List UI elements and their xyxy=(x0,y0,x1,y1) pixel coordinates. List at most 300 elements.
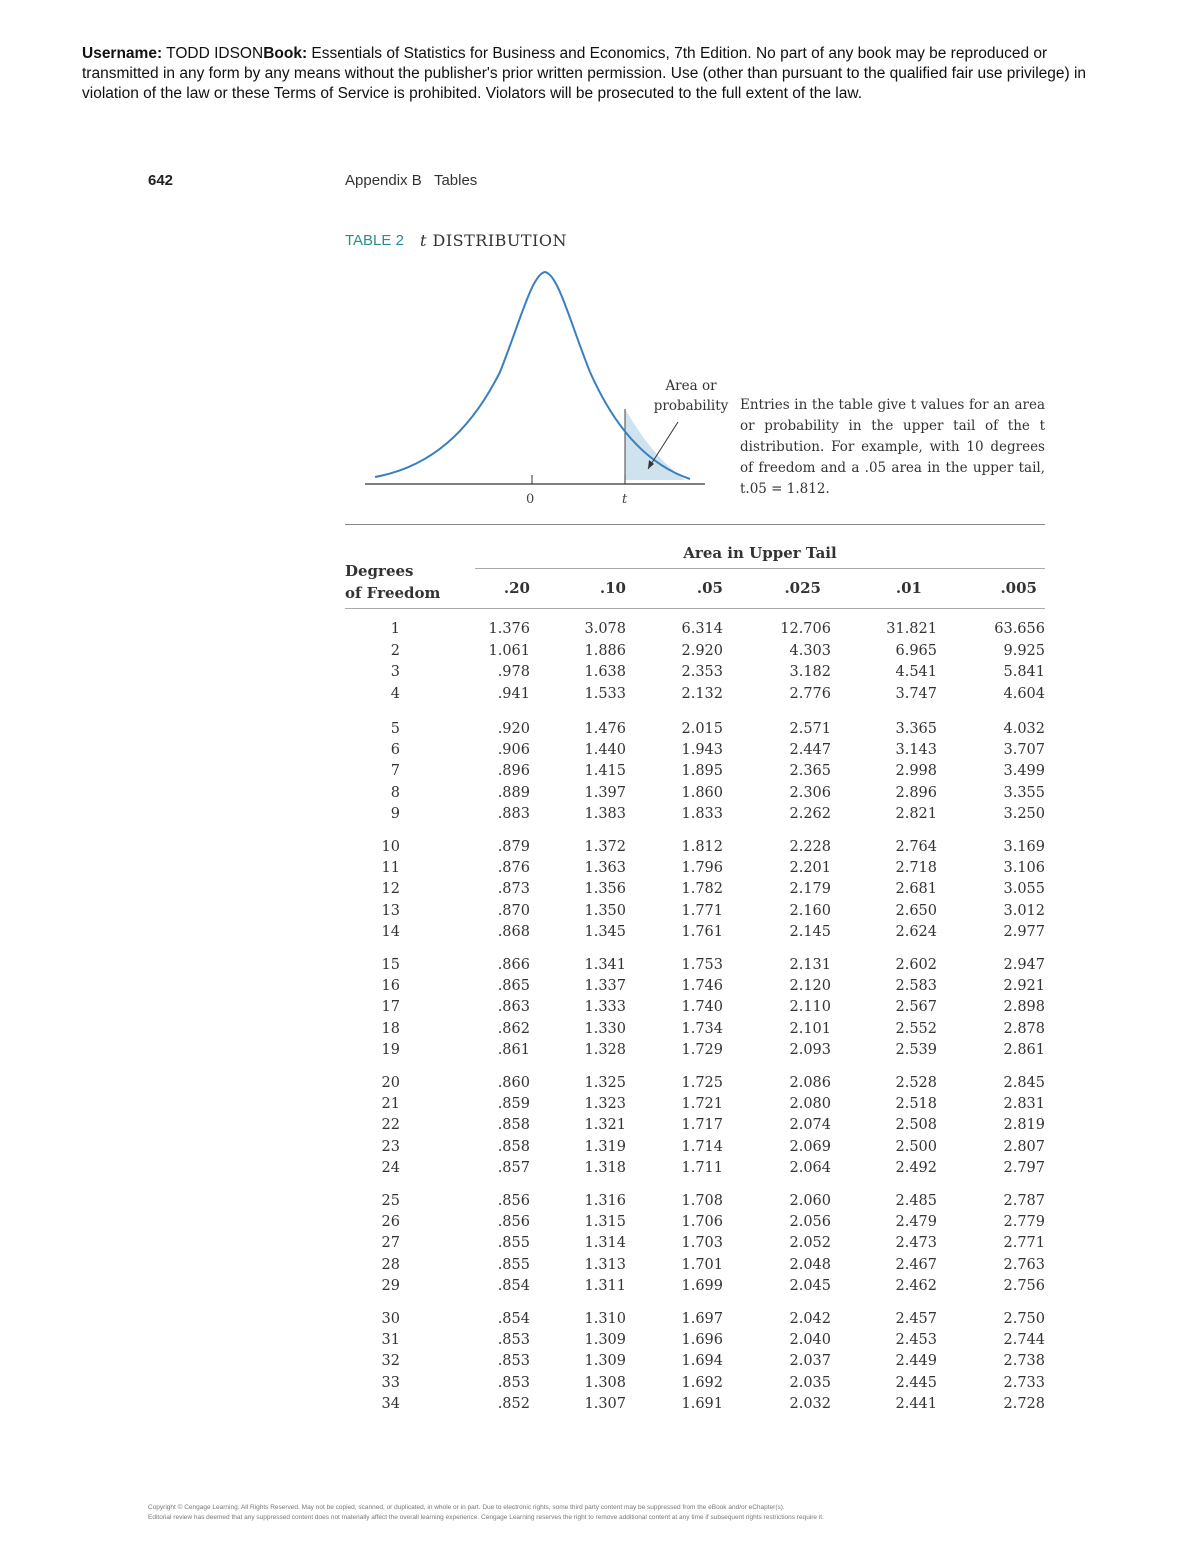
column-header: .05 xyxy=(696,579,723,597)
df-cell: 26 xyxy=(381,1214,400,1231)
value-cell: .855 xyxy=(497,1235,530,1252)
value-cell: 1.440 xyxy=(584,742,626,759)
value-cell: .861 xyxy=(497,1041,530,1058)
value-cell: 2.779 xyxy=(1003,1214,1045,1231)
value-cell: 1.761 xyxy=(681,923,723,940)
df-cell: 15 xyxy=(381,957,400,973)
df-cell: 31 xyxy=(381,1332,400,1349)
value-cell: 2.552 xyxy=(895,1020,937,1037)
df-cell: 22 xyxy=(381,1117,400,1134)
axis-zero-label: 0 xyxy=(526,492,535,507)
df-cell: 18 xyxy=(381,1020,400,1037)
value-cell: 2.479 xyxy=(895,1214,937,1231)
value-cell: 2.069 xyxy=(789,1138,831,1155)
value-cell: 2.086 xyxy=(789,1075,831,1091)
value-cell: 2.101 xyxy=(789,1020,831,1037)
value-cell: 1.307 xyxy=(584,1395,626,1412)
value-cell: 2.449 xyxy=(895,1353,937,1370)
value-cell: 2.744 xyxy=(1003,1332,1045,1349)
value-cell: 2.080 xyxy=(789,1096,831,1113)
value-cell: 3.365 xyxy=(895,721,937,737)
value-cell: 3.012 xyxy=(1003,902,1045,919)
value-cell: 2.132 xyxy=(681,685,723,702)
value-cell: 2.921 xyxy=(1003,978,1045,995)
value-cell: 2.733 xyxy=(1003,1374,1045,1391)
table-description: Entries in the table give t values for an area or probability in the upper tail of the t distribution. For example, with 10 degrees of freedom and a .05 area in the upper tail, t.05 = 1.812. xyxy=(740,397,1045,497)
value-cell: 3.355 xyxy=(1003,784,1045,801)
df-cell: 17 xyxy=(381,999,400,1016)
value-cell: 1.691 xyxy=(681,1395,723,1412)
table-row xyxy=(345,1332,1045,1353)
df-cell: 10 xyxy=(381,839,400,855)
area-in-upper-tail-header: Area in Upper Tail xyxy=(683,544,837,562)
footer-line1: Copyright © Cengage Learning. All Rights Reserved. May not be copied, scanned, or duplicated, in whole or in part. Due to electronic rights, some third party content may be suppressed from the eBook and/or eChapter(s). xyxy=(148,1504,785,1511)
value-cell: 1.363 xyxy=(584,860,626,877)
upper-tail-shaded-area xyxy=(625,409,685,480)
value-cell: 1.692 xyxy=(681,1374,723,1391)
value-cell: 1.771 xyxy=(681,902,723,919)
copyright-footer xyxy=(148,1503,1068,1523)
value-cell: 1.725 xyxy=(681,1075,723,1091)
value-cell: 2.763 xyxy=(1003,1256,1045,1273)
username-label: Username: xyxy=(82,45,163,62)
df-cell: 25 xyxy=(381,1193,400,1209)
df-header-line1: Degrees xyxy=(345,562,414,580)
value-cell: 1.694 xyxy=(681,1353,723,1370)
value-cell: 1.325 xyxy=(584,1075,626,1091)
df-cell: 4 xyxy=(390,685,400,702)
value-cell: 1.833 xyxy=(681,805,723,822)
table-title xyxy=(420,231,567,250)
table-row xyxy=(345,1139,1045,1160)
value-cell: .870 xyxy=(497,902,530,919)
value-cell: 2.037 xyxy=(789,1353,831,1370)
value-cell: 2.032 xyxy=(789,1395,831,1412)
value-cell: 1.315 xyxy=(584,1214,626,1231)
value-cell: .941 xyxy=(497,685,530,702)
table-title-symbol: t xyxy=(420,231,427,250)
value-cell: .859 xyxy=(497,1096,530,1113)
value-cell: 2.110 xyxy=(789,999,831,1016)
value-cell: 2.624 xyxy=(895,923,937,940)
value-cell: 1.943 xyxy=(681,742,723,759)
value-cell: 2.306 xyxy=(789,784,831,801)
table-row xyxy=(345,1257,1045,1278)
value-cell: 3.169 xyxy=(1003,839,1045,855)
value-cell: 1.476 xyxy=(584,721,626,737)
table-row xyxy=(345,1160,1045,1181)
value-cell: 2.473 xyxy=(895,1235,937,1252)
value-cell: 3.747 xyxy=(895,685,937,702)
value-cell: 2.771 xyxy=(1003,1235,1045,1252)
value-cell: .855 xyxy=(497,1256,530,1273)
df-header-line2: of Freedom xyxy=(345,584,441,602)
value-cell: .873 xyxy=(497,881,530,898)
table-row xyxy=(345,806,1045,827)
value-cell: 4.541 xyxy=(895,664,937,680)
value-cell: 2.228 xyxy=(789,839,831,855)
table-row xyxy=(345,957,1045,978)
table-row xyxy=(345,839,1045,860)
value-cell: 2.998 xyxy=(895,763,937,780)
table-row xyxy=(345,1193,1045,1214)
value-cell: 2.052 xyxy=(789,1235,831,1252)
value-cell: 1.376 xyxy=(488,621,530,637)
value-cell: 3.499 xyxy=(1003,763,1045,780)
column-header: .20 xyxy=(503,579,530,597)
value-cell: 2.797 xyxy=(1003,1159,1045,1176)
value-cell: 1.318 xyxy=(584,1159,626,1176)
value-cell: 2.457 xyxy=(895,1311,937,1327)
page-number: 642 xyxy=(148,172,174,189)
value-cell: 2.821 xyxy=(895,805,937,822)
value-cell: 1.729 xyxy=(681,1041,723,1058)
value-cell: 2.756 xyxy=(1003,1277,1045,1294)
value-cell: 2.650 xyxy=(895,902,937,919)
value-cell: 2.262 xyxy=(789,805,831,822)
value-cell: 1.753 xyxy=(681,957,723,973)
value-cell: 2.447 xyxy=(789,742,831,759)
table-row xyxy=(345,664,1045,685)
value-cell: 1.714 xyxy=(681,1138,723,1155)
area-caption xyxy=(646,376,736,416)
value-cell: .868 xyxy=(497,923,530,940)
value-cell: 2.131 xyxy=(789,957,831,973)
footer-line2: Editorial review has deemed that any suppressed content does not materially affect the overall learning experience. Cengage Learning reserves the right to remove additional content at any time if subsequent rights restrictions require it. xyxy=(148,1514,824,1521)
df-cell: 5 xyxy=(390,721,400,737)
value-cell: .865 xyxy=(497,978,530,995)
value-cell: 2.445 xyxy=(895,1374,937,1391)
value-cell: .854 xyxy=(497,1311,530,1327)
value-cell: 1.812 xyxy=(681,839,723,855)
value-cell: 2.074 xyxy=(789,1117,831,1134)
value-cell: 2.035 xyxy=(789,1374,831,1391)
axis-t-label: t xyxy=(622,492,628,507)
df-cell: 24 xyxy=(381,1159,400,1176)
df-cell: 33 xyxy=(381,1374,400,1391)
value-cell: 3.055 xyxy=(1003,881,1045,898)
value-cell: 2.728 xyxy=(1003,1395,1045,1412)
df-cell: 21 xyxy=(381,1096,400,1113)
value-cell: 2.500 xyxy=(895,1138,937,1155)
value-cell: .853 xyxy=(497,1332,530,1349)
value-cell: 1.796 xyxy=(681,860,723,877)
value-cell: 3.106 xyxy=(1003,860,1045,877)
value-cell: 3.250 xyxy=(1003,805,1045,822)
df-cell: 9 xyxy=(390,805,400,822)
value-cell: 3.078 xyxy=(584,621,626,637)
table-row xyxy=(345,1042,1045,1063)
table-row xyxy=(345,1117,1045,1138)
value-cell: 1.397 xyxy=(584,784,626,801)
table-row xyxy=(345,785,1045,806)
value-cell: 2.764 xyxy=(895,839,937,855)
df-cell: 23 xyxy=(381,1138,400,1155)
value-cell: 1.886 xyxy=(584,642,626,659)
value-cell: 2.845 xyxy=(1003,1075,1045,1091)
df-cell: 12 xyxy=(381,881,400,898)
value-cell: 6.314 xyxy=(681,621,723,637)
value-cell: 1.311 xyxy=(584,1277,626,1294)
value-cell: 1.697 xyxy=(681,1311,723,1327)
value-cell: 2.896 xyxy=(895,784,937,801)
value-cell: .852 xyxy=(497,1395,530,1412)
value-cell: 2.920 xyxy=(681,642,723,659)
value-cell: .858 xyxy=(497,1117,530,1134)
value-cell: 1.309 xyxy=(584,1353,626,1370)
value-cell: 2.042 xyxy=(789,1311,831,1327)
value-cell: .866 xyxy=(497,957,530,973)
value-cell: 4.604 xyxy=(1003,685,1045,702)
table-row xyxy=(345,1396,1045,1417)
area-caption-line2: probability xyxy=(653,398,729,414)
value-cell: 2.201 xyxy=(789,860,831,877)
table-row xyxy=(345,1214,1045,1235)
table-label: TABLE 2 xyxy=(345,232,404,249)
copyright-banner xyxy=(82,44,1122,104)
value-cell: 2.738 xyxy=(1003,1353,1045,1370)
value-cell: 2.040 xyxy=(789,1332,831,1349)
value-cell: .857 xyxy=(497,1159,530,1176)
df-cell: 2 xyxy=(390,642,400,659)
table-row xyxy=(345,1021,1045,1042)
value-cell: .853 xyxy=(497,1374,530,1391)
value-cell: 2.567 xyxy=(895,999,937,1016)
column-header: .01 xyxy=(895,579,922,597)
value-cell: 2.045 xyxy=(789,1277,831,1294)
value-cell: 9.925 xyxy=(1003,642,1045,659)
df-cell: 28 xyxy=(381,1256,400,1273)
df-cell: 20 xyxy=(381,1075,400,1091)
value-cell: 2.160 xyxy=(789,902,831,919)
value-cell: 1.313 xyxy=(584,1256,626,1273)
value-cell: 1.701 xyxy=(681,1256,723,1273)
table-row xyxy=(345,686,1045,707)
value-cell: 2.898 xyxy=(1003,999,1045,1016)
value-cell: 3.182 xyxy=(789,664,831,680)
value-cell: 1.345 xyxy=(584,923,626,940)
value-cell: 2.947 xyxy=(1003,957,1045,973)
value-cell: 1.309 xyxy=(584,1332,626,1349)
value-cell: 1.316 xyxy=(584,1193,626,1209)
value-cell: 1.310 xyxy=(584,1311,626,1327)
value-cell: 2.056 xyxy=(789,1214,831,1231)
value-cell: 2.492 xyxy=(895,1159,937,1176)
table-row xyxy=(345,999,1045,1020)
df-cell: 14 xyxy=(381,923,400,940)
value-cell: 2.831 xyxy=(1003,1096,1045,1113)
value-cell: 2.064 xyxy=(789,1159,831,1176)
table-row xyxy=(345,1375,1045,1396)
value-cell: 2.681 xyxy=(895,881,937,898)
value-cell: 2.048 xyxy=(789,1256,831,1273)
value-cell: 2.145 xyxy=(789,923,831,940)
table-row xyxy=(345,1311,1045,1332)
df-cell: 3 xyxy=(390,664,400,680)
value-cell: 1.706 xyxy=(681,1214,723,1231)
value-cell: 1.415 xyxy=(584,763,626,780)
value-cell: 1.721 xyxy=(681,1096,723,1113)
value-cell: 1.782 xyxy=(681,881,723,898)
value-cell: 1.314 xyxy=(584,1235,626,1252)
value-cell: 5.841 xyxy=(1003,664,1045,680)
value-cell: 1.372 xyxy=(584,839,626,855)
value-cell: 1.533 xyxy=(584,685,626,702)
value-cell: .879 xyxy=(497,839,530,855)
table-row xyxy=(345,860,1045,881)
df-cell: 8 xyxy=(390,784,400,801)
value-cell: 2.528 xyxy=(895,1075,937,1091)
value-cell: .856 xyxy=(497,1193,530,1209)
value-cell: 1.350 xyxy=(584,902,626,919)
value-cell: 4.303 xyxy=(789,642,831,659)
value-cell: 2.807 xyxy=(1003,1138,1045,1155)
column-header: .005 xyxy=(1000,579,1037,597)
df-cell: 29 xyxy=(381,1277,400,1294)
table-row xyxy=(345,621,1045,642)
table-row xyxy=(345,643,1045,664)
value-cell: 1.860 xyxy=(681,784,723,801)
value-cell: 2.787 xyxy=(1003,1193,1045,1209)
value-cell: 2.819 xyxy=(1003,1117,1045,1134)
table-row xyxy=(345,742,1045,763)
value-cell: 2.467 xyxy=(895,1256,937,1273)
df-cell: 19 xyxy=(381,1041,400,1058)
value-cell: 63.656 xyxy=(994,621,1045,637)
value-cell: 1.323 xyxy=(584,1096,626,1113)
value-cell: 2.093 xyxy=(789,1041,831,1058)
df-cell: 30 xyxy=(381,1311,400,1327)
value-cell: .883 xyxy=(497,805,530,822)
value-cell: 1.356 xyxy=(584,881,626,898)
value-cell: .906 xyxy=(497,742,530,759)
df-cell: 32 xyxy=(381,1353,400,1370)
value-cell: 1.321 xyxy=(584,1117,626,1134)
value-cell: .896 xyxy=(497,763,530,780)
value-cell: 1.061 xyxy=(488,642,530,659)
table-row xyxy=(345,881,1045,902)
value-cell: 1.699 xyxy=(681,1277,723,1294)
value-cell: 2.462 xyxy=(895,1277,937,1294)
value-cell: 2.539 xyxy=(895,1041,937,1058)
value-cell: 2.508 xyxy=(895,1117,937,1134)
table-row xyxy=(345,1353,1045,1374)
value-cell: 1.337 xyxy=(584,978,626,995)
value-cell: 2.015 xyxy=(681,721,723,737)
value-cell: .856 xyxy=(497,1214,530,1231)
value-cell: 2.776 xyxy=(789,685,831,702)
banner-text: Essentials of Statistics for Business and Economics, 7th Edition. No part of any book may be reproduced or transmitted in any form by any means without the publisher's prior written permission. Use (other than pursuant to the qualified fair use privilege) in violation of the law or these Terms of Service is prohibited. Violators will be prosecuted to the full extent of the law. xyxy=(82,45,1087,102)
value-cell: 12.706 xyxy=(780,621,831,637)
username: TODD IDSON xyxy=(162,45,264,62)
value-cell: 1.895 xyxy=(681,763,723,780)
column-header: .10 xyxy=(599,579,626,597)
value-cell: 2.453 xyxy=(895,1332,937,1349)
value-cell: .858 xyxy=(497,1138,530,1155)
value-cell: 1.308 xyxy=(584,1374,626,1391)
table-row xyxy=(345,1235,1045,1256)
value-cell: .860 xyxy=(497,1075,530,1091)
book-label: Book: xyxy=(263,45,308,62)
area-header-rule xyxy=(475,568,1045,569)
value-cell: 1.319 xyxy=(584,1138,626,1155)
value-cell: .876 xyxy=(497,860,530,877)
value-cell: .978 xyxy=(497,664,530,680)
table-row xyxy=(345,721,1045,742)
value-cell: .854 xyxy=(497,1277,530,1294)
value-cell: 3.707 xyxy=(1003,742,1045,759)
value-cell: 2.861 xyxy=(1003,1041,1045,1058)
value-cell: .853 xyxy=(497,1353,530,1370)
value-cell: 2.571 xyxy=(789,721,831,737)
table-row xyxy=(345,763,1045,784)
area-caption-line1: Area or xyxy=(665,378,717,394)
value-cell: 2.518 xyxy=(895,1096,937,1113)
value-cell: .863 xyxy=(497,999,530,1016)
value-cell: 2.365 xyxy=(789,763,831,780)
value-cell: 2.977 xyxy=(1003,923,1045,940)
value-cell: 1.711 xyxy=(681,1159,723,1176)
df-cell: 13 xyxy=(381,902,400,919)
df-cell: 34 xyxy=(381,1395,400,1412)
value-cell: 2.179 xyxy=(789,881,831,898)
table-row xyxy=(345,1075,1045,1096)
df-cell: 1 xyxy=(390,621,400,637)
value-cell: 2.060 xyxy=(789,1193,831,1209)
value-cell: 2.583 xyxy=(895,978,937,995)
value-cell: 1.703 xyxy=(681,1235,723,1252)
value-cell: 1.734 xyxy=(681,1020,723,1037)
value-cell: 6.965 xyxy=(895,642,937,659)
df-cell: 16 xyxy=(381,978,400,995)
table-title-text: DISTRIBUTION xyxy=(426,231,568,250)
value-cell: 1.383 xyxy=(584,805,626,822)
value-cell: .920 xyxy=(497,721,530,737)
df-cell: 11 xyxy=(381,860,400,877)
df-cell: 6 xyxy=(390,742,400,759)
value-cell: 2.602 xyxy=(895,957,937,973)
table-row xyxy=(345,903,1045,924)
table-top-rule xyxy=(345,524,1045,525)
table-row xyxy=(345,1278,1045,1299)
value-cell: 1.328 xyxy=(584,1041,626,1058)
value-cell: 2.878 xyxy=(1003,1020,1045,1037)
running-head: Appendix B Tables xyxy=(345,172,478,189)
value-cell: 2.120 xyxy=(789,978,831,995)
value-cell: 1.333 xyxy=(584,999,626,1016)
degrees-of-freedom-header xyxy=(345,560,445,604)
value-cell: 31.821 xyxy=(886,621,937,637)
table-row xyxy=(345,978,1045,999)
df-cell: 27 xyxy=(381,1235,400,1252)
df-cell: 7 xyxy=(390,763,400,780)
column-header-rule xyxy=(345,608,1045,609)
table-row xyxy=(345,924,1045,945)
value-cell: 1.746 xyxy=(681,978,723,995)
value-cell: 1.330 xyxy=(584,1020,626,1037)
value-cell: 2.485 xyxy=(895,1193,937,1209)
value-cell: 1.717 xyxy=(681,1117,723,1134)
value-cell: 1.740 xyxy=(681,999,723,1016)
value-cell: 1.341 xyxy=(584,957,626,973)
value-cell: .889 xyxy=(497,784,530,801)
table-row xyxy=(345,1096,1045,1117)
value-cell: 1.708 xyxy=(681,1193,723,1209)
column-header: .025 xyxy=(784,579,821,597)
value-cell: 2.353 xyxy=(681,664,723,680)
value-cell: 4.032 xyxy=(1003,721,1045,737)
value-cell: 2.750 xyxy=(1003,1311,1045,1327)
